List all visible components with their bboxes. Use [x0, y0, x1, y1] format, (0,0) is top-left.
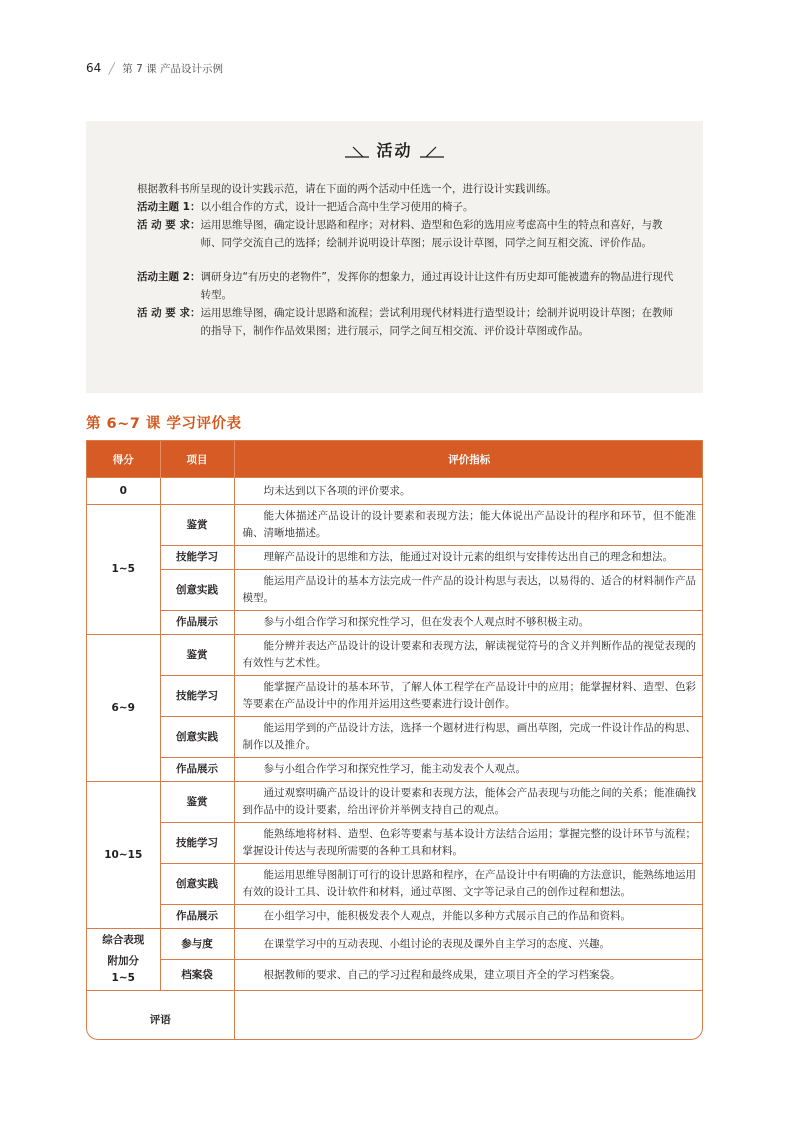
topic-1-label: 活动主题 1：: [137, 201, 201, 213]
right-slash-decoration-icon: [420, 146, 446, 158]
activity-title: [86, 138, 703, 161]
bonus-score-line-2: 附加分 1~5: [107, 955, 139, 984]
item-cell: 技能学习: [160, 823, 234, 864]
table-row: [87, 478, 703, 505]
table-row: [87, 991, 703, 1041]
activity-topic-1: [137, 198, 677, 216]
activity-box: [86, 121, 703, 393]
score-cell: 10~15: [87, 782, 160, 929]
criteria-cell: 在小组学习中，能积极发表个人观点，并能以多种方式展示自己的作品和资料。: [234, 905, 703, 929]
requirement-2-text: 运用思维导图，确定设计思路和流程；尝试利用现代材料进行造型设计；绘制并说明设计草图；在教师的指导下，制作作品效果图；进行展示，同学之间互相交流、评价设计草图或作品。: [200, 307, 673, 337]
criteria-cell: 能分辨并表达产品设计的设计要素和表现方法，解读视觉符号的含义并判断作品的视觉表现的有效性与艺术性。: [234, 635, 703, 676]
topic-1-text: 以小组合作的方式，设计一把适合高中生学习使用的椅子。: [200, 201, 474, 213]
item-cell: 作品展示: [160, 758, 234, 782]
criteria-cell: 能运用思维导图制订可行的设计思路和程序，在产品设计中有明确的方法意识，能熟练地运用有效的设计工具、设计软件和材料，通过草图、文字等记录自己的创作过程和想法。: [234, 864, 703, 905]
criteria-cell: 参与小组合作学习和探究性学习，但在发表个人观点时不够积极主动。: [234, 611, 703, 635]
activity-requirement-2: [137, 304, 677, 340]
criteria-cell: 在课堂学习中的互动表现、小组讨论的表现及课外自主学习的态度、兴趣。: [234, 929, 703, 960]
table-row: [87, 782, 703, 823]
score-cell: [87, 929, 160, 991]
page-number: 64: [86, 61, 102, 75]
table-row: [87, 676, 703, 717]
comment-label-cell: 评语: [87, 991, 234, 1041]
activity-body: [137, 180, 677, 340]
item-cell: 作品展示: [160, 905, 234, 929]
table-row: [87, 823, 703, 864]
header-score: 得分: [87, 441, 160, 478]
requirement-1-text: 运用思维导图，确定设计思路和程序；对材料、造型和色彩的选用应考虑高中生的特点和喜好，与教师、同学交流自己的选择；绘制并说明设计草图；展示设计草图，同学之间互相交流、评价作品。: [200, 219, 663, 249]
item-cell: 参与度: [160, 929, 234, 960]
table-row: [87, 505, 703, 546]
section-title: 第 6~7 课 学习评价表: [86, 416, 242, 432]
criteria-cell: 均未达到以下各项的评价要求。: [234, 478, 703, 505]
table-row: [87, 635, 703, 676]
item-cell: 鉴赏: [160, 635, 234, 676]
table-row: [87, 905, 703, 929]
table-row: [87, 929, 703, 960]
item-cell: 创意实践: [160, 717, 234, 758]
score-cell: 0: [87, 478, 160, 505]
criteria-cell: 通过观察明确产品设计的设计要素和表现方法，能体会产品表现与功能之间的关系；能准确找到作品中的设计要素，给出评价并举例支持自己的观点。: [234, 782, 703, 823]
left-slash-decoration-icon: [343, 146, 369, 158]
header-item: 项目: [160, 441, 234, 478]
activity-requirement-1: [137, 216, 677, 252]
table-row: [87, 960, 703, 991]
criteria-cell: 能运用产品设计的基本方法完成一件产品的设计构思与表达，以易得的、适合的材料制作产品模型。: [234, 570, 703, 611]
comment-cell[interactable]: [234, 991, 703, 1041]
table-row: [87, 758, 703, 782]
table-row: [87, 717, 703, 758]
criteria-cell: 根据教师的要求、自己的学习过程和最终成果，建立项目齐全的学习档案袋。: [234, 960, 703, 991]
topic-2-label: 活动主题 2：: [137, 271, 201, 283]
criteria-cell: 能掌握产品设计的基本环节，了解人体工程学在产品设计中的应用；能掌握材料、造型、色彩等要素在产品设计中的作用并运用这些要素进行设计创作。: [234, 676, 703, 717]
table-row: [87, 864, 703, 905]
evaluation-table: [86, 440, 703, 1040]
item-cell: 技能学习: [160, 546, 234, 570]
table-row: [87, 570, 703, 611]
page-header: [86, 61, 223, 76]
score-cell: 6~9: [87, 635, 160, 782]
item-cell: 技能学习: [160, 676, 234, 717]
lesson-title: 第 7 课 产品设计示例: [122, 63, 223, 75]
criteria-cell: 参与小组合作学习和探究性学习，能主动发表个人观点。: [234, 758, 703, 782]
item-cell: 创意实践: [160, 570, 234, 611]
item-cell: 鉴赏: [160, 505, 234, 546]
header-criteria: 评价指标: [234, 441, 703, 478]
activity-title-text: 活动: [376, 141, 413, 160]
table-header-row: [87, 441, 703, 478]
item-cell: 创意实践: [160, 864, 234, 905]
criteria-cell: 能大体描述产品设计的设计要素和表现方法；能大体说出产品设计的程序和环节，但不能准确、清晰地描述。: [234, 505, 703, 546]
activity-intro: 根据教科书所呈现的设计实践示范，请在下面的两个活动中任选一个，进行设计实践训练。: [137, 183, 557, 195]
topic-2-text: 调研身边“有历史的老物件”，发挥你的想象力，通过再设计让这件有历史却可能被遗弃的物品进行现代转型。: [200, 271, 674, 301]
item-cell: 鉴赏: [160, 782, 234, 823]
requirement-2-label: 活 动 要 求：: [137, 307, 201, 319]
item-cell: [160, 478, 234, 505]
requirement-1-label: 活 动 要 求：: [137, 219, 201, 231]
score-cell: 1~5: [87, 505, 160, 635]
activity-topic-2: [137, 268, 677, 304]
criteria-cell: 理解产品设计的思维和方法，能通过对设计元素的组织与安排传达出自己的理念和想法。: [234, 546, 703, 570]
header-separator: ╱: [108, 63, 115, 75]
item-cell: 作品展示: [160, 611, 234, 635]
table-row: [87, 546, 703, 570]
criteria-cell: 能熟练地将材料、造型、色彩等要素与基本设计方法结合运用；掌握完整的设计环节与流程；掌握设计传达与表现所需要的各种工具和材料。: [234, 823, 703, 864]
bonus-score-line-1: 综合表现: [102, 934, 145, 946]
item-cell: 档案袋: [160, 960, 234, 991]
criteria-cell: 能运用学到的产品设计方法，选择一个题材进行构思，画出草图，完成一件设计作品的构思、制作以及推介。: [234, 717, 703, 758]
table-row: [87, 611, 703, 635]
